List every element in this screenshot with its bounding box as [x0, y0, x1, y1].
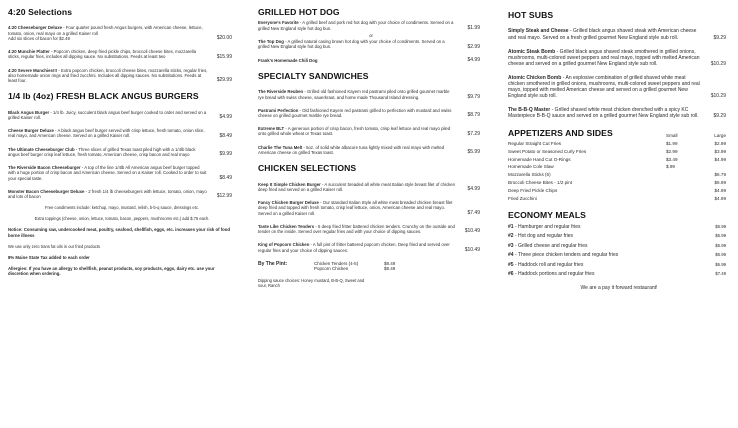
economy-meal	[508, 252, 730, 258]
menu-item-fancy-chicken: Fancy Chicken Burger Deluxe - Our standard Italian Style all white meat breaded chicken breast filet deep fried and topped with fresh tomato, crisp leaf lettuce, onion, American cheese and real mayo. Served on a grilled Kaiser roll. $7.49	[258, 200, 480, 216]
section-title-hotdog: GRILLED HOT DOG	[258, 7, 340, 17]
food-safety-notice: Notice: Consuming raw, undercooked meat, poultry, seafood, shellfish, eggs, etc. increases your risk of food borne illness	[8, 227, 231, 238]
menu-item-blt: Extreme BLT - A generous portion of crisp bacon, fresh tomato, crisp leaf lettuce and real mayo piled onto grilled whole wheat or Texas toast. $7.29	[258, 126, 480, 137]
menu-item-chili-dog: Frank's Homemade Chili Dog $4.99	[258, 56, 480, 63]
side-name: Deep Fried Pickle Chips	[508, 187, 558, 193]
menu-item-everyones-favorite: Everyone's Favorite - A grilled beef and pork red hot dog with your choice of condiments. Served on a grilled New England style hot dog bun. $1.99	[258, 20, 480, 31]
section-title-sides: APPETIZERS AND SIDES	[508, 128, 613, 139]
side-item	[508, 164, 730, 170]
side-name: Regular Straight Cut Fries	[508, 141, 562, 147]
economy-meal-price: $6.99	[715, 252, 726, 258]
menu-item-reuben: The Riverside Reuben - Grilled old fashioned Kayem red pastrami piled onto grilled gourmet marble rye bread with swiss cheese, sauerkraut, and home made Thousand Island dressing. $9.79	[258, 89, 480, 100]
side-name: Fried Zucchini	[508, 195, 537, 201]
side-large-price: $2.99	[714, 141, 726, 147]
economy-meal-price: $5.99	[715, 233, 726, 239]
economy-meal-price: $5.99	[715, 223, 726, 229]
menu-item-popcorn-chicken: King of Popcorn Chicken - A full pint of fritter battered popcorn chicken. Deep fried and served over regular fries and your choice of dipping sauces. $10.49	[258, 242, 480, 253]
side-small-price: $1.99	[666, 141, 678, 147]
pint-tenders: Chicken Tenders (4-5)	[314, 260, 359, 266]
economy-meal	[508, 224, 730, 230]
section-title-burgers: 1/4 lb (4oz) FRESH BLACK ANGUS BURGERS	[8, 91, 199, 102]
side-item	[508, 141, 730, 147]
economy-meal-price: $5.99	[715, 242, 726, 248]
side-large-price: $6.99	[714, 180, 726, 186]
menu-item-pastrami: Pastrami Perfection - Old fashioned Kayem red pastrami grilled to perfection with mustard and swiss cheese on grilled gourmet marble rye bread. $8.79	[258, 107, 480, 119]
menu-item-club: The Ultimate Cheeseburger Club - Three slices of grilled Texas toast piled high with a 1/4lb black angus beef burger crisp leaf lettuce, fresh tomato, American cheese, crisp bacon and real mayo $9.99	[8, 146, 232, 158]
dipping-sauce-note: Dipping sauce choices: Honey mustard, B-B-Q, Sweet and sour, Ranch	[258, 277, 365, 288]
sides-list	[508, 141, 730, 201]
section-title-chicken: CHICKEN SELECTIONS	[258, 163, 357, 174]
by-the-pint	[258, 261, 484, 272]
side-small-price: $2.99	[666, 148, 678, 154]
or-divider: or	[369, 32, 373, 38]
pint-popcorn-price: $8.49	[384, 266, 396, 272]
side-name: Sweet Potato or Seasoned Curly Fries	[508, 148, 587, 154]
side-small-price: $3.49	[666, 156, 678, 162]
condiments-note: Free condiments include: ketchup, mayo, mustard, relish, b-b-q sauce, dressings etc.	[44, 205, 200, 211]
tax-note: 8% Maine State Tax added to each order	[8, 254, 90, 260]
menu-column-middle	[258, 8, 484, 288]
side-large-price: $4.99	[714, 156, 726, 162]
large-col-label: Large	[714, 133, 726, 139]
menu-item-severe-munchies: 4:20 Severe Munchies!!! - Extra popcorn chicken, broccoli cheese bites, mozzarella sticks, regular fries, also homemade onion rings and fried zucchini. Includes all dipping sauces. No substitutions. Feeds at least four. $29.99	[8, 67, 232, 84]
economy-list	[508, 224, 730, 277]
side-item	[508, 180, 730, 186]
menu-item-steak-cheese: Simply Steak and Cheese - Grilled black angus shaved steak with American cheese and real mayo. Served on a fresh grilled gourmet New England style sub roll. $9.29	[508, 28, 726, 41]
economy-meal-label: #2 - Hot dog and regular fries	[508, 233, 574, 240]
pint-label: By The Pint:	[258, 260, 288, 267]
side-name: Mozzarella Sticks (6)	[508, 172, 551, 178]
menu-item-cheese-deluxe: Cheese Burger Deluxe - A black angus beef burger served with crisp lettuce, fresh tomato, onion slice, real mayo, and American cheese. Served on a grilled Kaiser roll. $8.49	[8, 128, 232, 139]
side-item	[508, 188, 730, 194]
side-large-price: $4.99	[714, 187, 726, 193]
section-title-economy: ECONOMY MEALS	[508, 210, 587, 221]
side-large-price: $3.99	[714, 148, 726, 154]
economy-meal-label: #1 - Hamburger and regular fries	[508, 223, 581, 230]
side-item	[508, 157, 730, 163]
menu-column-left	[8, 8, 236, 276]
side-name: Broccoli Cheese Bites - 1/2 pint	[508, 180, 573, 186]
side-name: Homemade Cole Slaw	[508, 164, 554, 170]
side-item	[508, 149, 730, 155]
section-title-subs: HOT SUBS	[508, 10, 554, 20]
allergy-note: Allergies: If you have an allergy to shellfish, peanut products, soy products, eggs, dairy etc. use your discretion when ordering.	[8, 266, 215, 277]
economy-meal-label: #3 - Grilled cheese and regular fries	[508, 242, 588, 249]
menu-item-simple-chicken: Keep It Simple Chicken Burger - A succulent breaded all white meat Italian style breast filet of chicken deep fried and served on a grilled Kaiser roll. $4.99	[258, 181, 480, 193]
menu-item-tuna-melt: Charlie The Tuna Melt - 5oz. of solid white albacore tuna lightly mixed with real mayo with melted American cheese on grilled Texas toast. $5.99	[258, 144, 480, 156]
menu-item-bbq-master: The B-B-Q Master - Grilled shaved white meat chicken drenched with a spicy KC Masterpiece B-B-Q sauce and served on a grilled gourmet New England style sub roll. $9.29	[508, 107, 726, 120]
economy-meal-label: #4 - Three piece chicken tenders and regular fries	[508, 252, 619, 259]
side-item	[508, 196, 730, 202]
economy-meal-label: #5 - Haddock roll and regular fries	[508, 261, 584, 268]
trans-fat-note: We use only zero trans fat oils in our fried products	[8, 243, 101, 249]
small-col-label: Small	[666, 133, 678, 139]
economy-meal-price: $7.49	[715, 270, 726, 276]
menu-item-black-angus: Black Angus Burger - 1/4 lb. Juicy, succulent black angus beef burger cooked to order and served on a grilled Kaiser roll. $4.99	[8, 109, 232, 121]
pint-tenders-price: $8.49	[384, 260, 396, 266]
economy-meal	[508, 243, 730, 249]
menu-item-420-deluxe: 4:20 Cheeseburger Deluxe - Four quarter pound fresh Angus burgers, with American cheese, lettuce, tomato, onion, real mayo on a grilled Kaiser roll $20.00 Add six slices of bacon for $2.49	[8, 25, 232, 42]
side-large-price: $6.79	[714, 172, 726, 178]
economy-meal	[508, 233, 730, 239]
side-small-price: $.99	[666, 164, 675, 170]
menu-column-right	[508, 8, 730, 291]
economy-meal	[508, 271, 730, 277]
side-item	[508, 172, 730, 178]
menu-item-monster: Monster Bacon Cheeseburger Deluxe - 2 fresh 1/4 lb cheeseburgers with lettuce, tomato, onion, mayo and lots of bacon $12.99	[8, 188, 232, 200]
pint-popcorn: Popcorn Chicken	[314, 266, 349, 272]
section-title-420: 4:20 Selections	[8, 7, 73, 17]
economy-meal-price: $6.99	[715, 261, 726, 267]
pay-it-forward-note: We are a pay it forward restaurant!	[580, 284, 658, 291]
menu-item-chicken-tenders: Taste Like Chicken Tenders - 5 deep fried fritter battered chicken tenders. Crunchy on the outside and tender on the inside. Served over regular fries and with your choice of dipping sauces. $10.49	[258, 223, 480, 235]
menu-item-top-dog: The Top Dog - A grilled natural casing brown hot dog with your choice of condiments. Served on a grilled New England style hot dog bun. $2.99	[258, 39, 480, 50]
section-title-specialty: SPECIALTY SANDWICHES	[258, 70, 369, 81]
menu-item-chicken-bomb: Atomic Chicken Bomb - An explosive combination of grilled shaved white meat chicken smothered in grilled onions, mushrooms, multi-colored sweet peppers and real mayo, topped with melted American cheese and served on a grilled gourmet New England style sub roll. $10.29	[508, 74, 726, 100]
sides-header	[508, 129, 730, 138]
economy-meal-label: #6 - Haddock portions and regular fries	[508, 270, 595, 277]
menu-item-steak-bomb: Atomic Steak Bomb - Grilled black angus shaved steak smothered in grilled onions, mushrooms, multi-colored sweet peppers and real mayo, topped with melted American cheese and served on a grilled gourmet New England style sub roll. $10.29	[508, 48, 726, 67]
side-large-price: $4.99	[714, 195, 726, 201]
side-name: Homemade Hand Cut O-Rings	[508, 156, 571, 162]
menu-item-munchie-platter: 4:20 Munchie Platter - Popcorn chicken, deep fried pickle chips, broccoli cheese bites, mozzarella sticks, regular fries, includes all dipping sauce. No substitutions. Feeds at least two $15.99	[8, 49, 232, 60]
economy-meal	[508, 262, 730, 268]
menu-item-riverside-bacon: The Riverside Bacon Cheeseburger - A top of the line 1/4lb All American angus beef burger topped with a huge portion of crisp bacon and American cheese. Served on a Kaiser roll. Cooked to order to suit your special taste. $8.49	[8, 165, 232, 181]
toppings-note: Extra toppings (cheese, onion, lettuce, tomato, bacon, peppers, mushrooms etc.) add $.75 each.	[34, 216, 210, 222]
